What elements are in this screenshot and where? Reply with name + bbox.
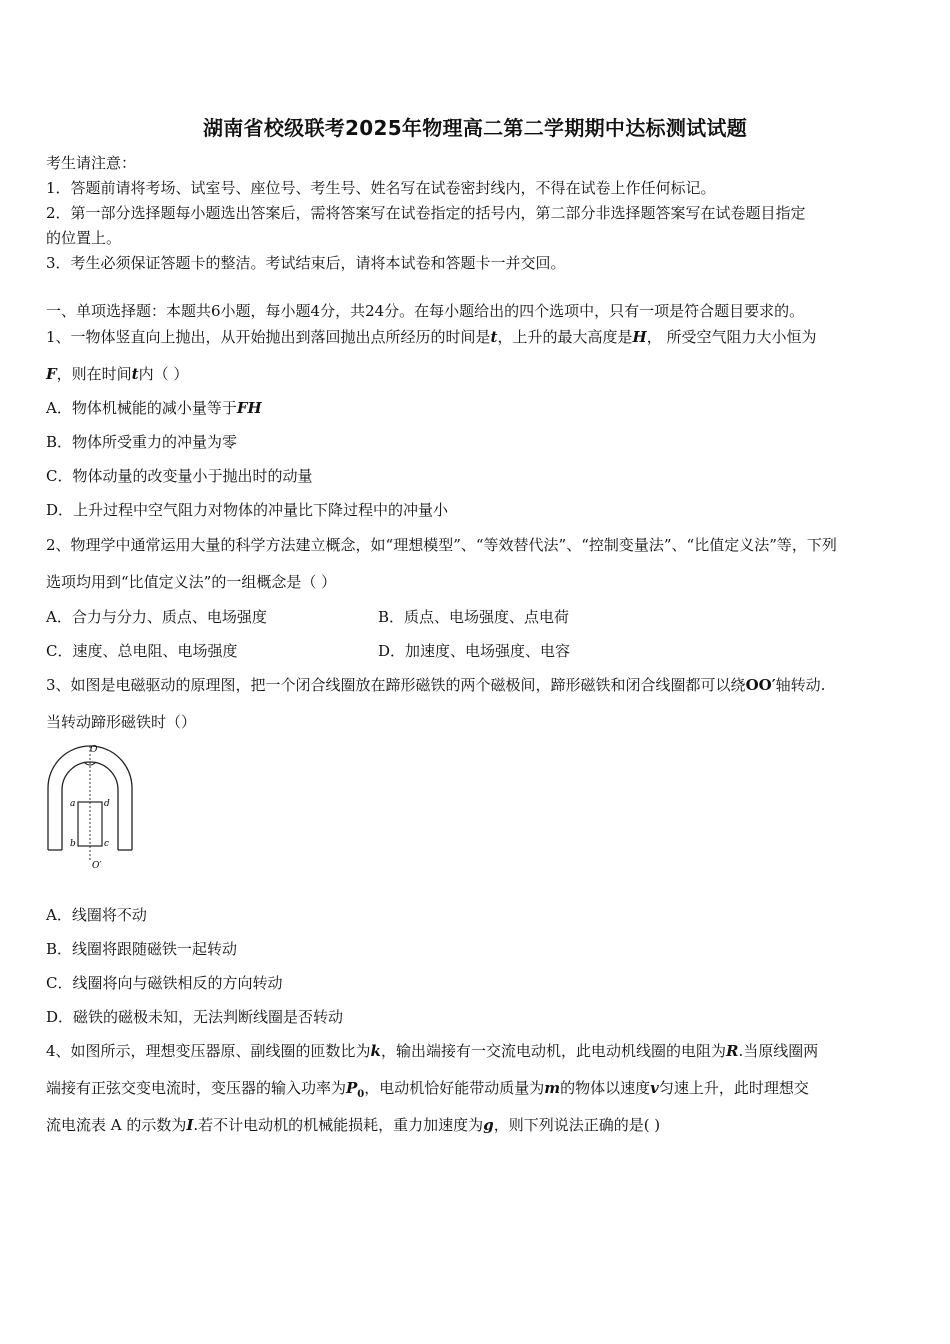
q2-stem-line1: 2、物理学中通常运用大量的科学方法建立概念，如“理想模型”、“等效替代法”、“控制变量法”、“比值定义法”等，下列 bbox=[46, 536, 837, 554]
q1-option-a-text: A．物体机械能的减小量等于 bbox=[46, 399, 237, 417]
q4-text: 端接有正弦交变电流时，变压器的输入功率为 bbox=[46, 1079, 347, 1097]
notice-item-1: 1．答题前请将考场、试室号、座位号、考生号、姓名写在试卷密封线内，不得在试卷上作任何标记。 bbox=[46, 179, 716, 197]
figure-label-d: d bbox=[104, 799, 110, 809]
q3-text: 3、如图是电磁驱动的原理图，把一个闭合线圈放在蹄形磁铁的两个磁极间，蹄形磁铁和闭合线圈都可以绕 bbox=[46, 676, 746, 694]
figure-label-b: b bbox=[70, 839, 76, 849]
q1-stem-line1 bbox=[46, 327, 816, 347]
q4-stem-line1 bbox=[46, 1041, 818, 1061]
q2-option-d: D．加速度、电场强度、电容 bbox=[378, 642, 571, 660]
q1-text: 1、一物体竖直向上抛出，从开始抛出到落回抛出点所经历的时间是 bbox=[46, 328, 491, 346]
q1-option-b: B．物体所受重力的冲量为零 bbox=[46, 433, 238, 451]
q4-var-R: R bbox=[725, 1042, 739, 1060]
notice-heading: 考生请注意： bbox=[46, 154, 137, 172]
figure-label-a: a bbox=[70, 799, 76, 809]
q4-var-m: m bbox=[544, 1079, 561, 1097]
q4-text: .若不计电动机的机械能损耗，重力加速度为 bbox=[193, 1116, 484, 1134]
q1-var-F: F bbox=[46, 365, 57, 383]
figure-label-O: O bbox=[90, 745, 98, 755]
q4-var-P: P bbox=[346, 1079, 358, 1097]
q2-option-c: C．速度、总电阻、电场强度 bbox=[46, 642, 238, 660]
q4-text: ，电动机恰好能带动质量为 bbox=[364, 1079, 545, 1097]
q1-text: ，则在时间 bbox=[56, 365, 132, 383]
q4-text: .当原线圈两 bbox=[738, 1042, 819, 1060]
q1-text: ，上升的最大高度是 bbox=[497, 328, 633, 346]
q2-option-b: B．质点、电场强度、点电荷 bbox=[378, 608, 570, 626]
q3-text: 轴转动. bbox=[775, 676, 826, 694]
q1-stem-line2 bbox=[46, 364, 188, 384]
q4-var-k: k bbox=[370, 1042, 381, 1060]
notice-item-2a: 2．第一部分选择题每小题选出答案后，需将答案写在试卷指定的括号内，第二部分非选择题答案写在试卷题目指定 bbox=[46, 204, 806, 222]
q3-axis-label: OO′ bbox=[745, 676, 776, 694]
q3-option-c: C．线圈将向与磁铁相反的方向转动 bbox=[46, 974, 283, 992]
q1-var-t: t bbox=[131, 365, 139, 383]
q1-option-a bbox=[46, 398, 262, 418]
q4-text: 的物体以速度 bbox=[560, 1079, 651, 1097]
q4-var-P-subscript: 0 bbox=[357, 1089, 365, 1100]
q1-var-FH: FH bbox=[236, 399, 262, 417]
notice-item-3: 3．考生必须保证答题卡的整洁。考试结束后，请将本试卷和答题卡一并交回。 bbox=[46, 254, 566, 272]
q4-stem-line3 bbox=[46, 1115, 660, 1135]
section-1-heading: 一、单项选择题：本题共6小题，每小题4分，共24分。在每小题给出的四个选项中，只有一项是符合题目要求的。 bbox=[46, 302, 805, 320]
q1-option-c: C．物体动量的改变量小于抛出时的动量 bbox=[46, 467, 313, 485]
q4-text: ，则下列说法正确的是( ) bbox=[493, 1116, 661, 1134]
q1-text: 内（ ） bbox=[138, 365, 189, 383]
notice-item-2b: 的位置上。 bbox=[46, 229, 122, 247]
q4-var-g: g bbox=[483, 1116, 494, 1134]
figure-label-O-prime: O′ bbox=[92, 861, 102, 870]
q3-option-a: A．线圈将不动 bbox=[46, 906, 147, 924]
q1-text: ， 所受空气阻力大小恒为 bbox=[646, 328, 817, 346]
q3-option-d: D．磁铁的磁极未知，无法判断线圈是否转动 bbox=[46, 1008, 344, 1026]
q4-stem-line2 bbox=[46, 1078, 809, 1105]
q2-stem-line2: 选项均用到“比值定义法”的一组概念是（ ） bbox=[46, 573, 337, 591]
q4-text: 匀速上升，此时理想交 bbox=[658, 1079, 809, 1097]
q3-stem-line2: 当转动蹄形磁铁时（） bbox=[46, 713, 197, 731]
q4-text: ，输出端接有一交流电动机，此电动机线圈的电阻为 bbox=[380, 1042, 726, 1060]
q4-text: 流电流表 A 的示数为 bbox=[46, 1116, 187, 1134]
horseshoe-magnet-figure bbox=[40, 740, 140, 870]
q1-var-H: H bbox=[632, 328, 647, 346]
page-title: 湖南省校级联考2025年物理高二第二学期期中达标测试试题 bbox=[202, 116, 748, 140]
q2-option-a: A．合力与分力、质点、电场强度 bbox=[46, 608, 267, 626]
q1-option-d: D．上升过程中空气阻力对物体的冲量比下降过程中的冲量小 bbox=[46, 501, 449, 519]
q4-text: 4、如图所示，理想变压器原、副线圈的匝数比为 bbox=[46, 1042, 371, 1060]
q4-var-I: I bbox=[186, 1116, 194, 1134]
q4-var-v: v bbox=[650, 1079, 659, 1097]
q1-var-t: t bbox=[490, 328, 498, 346]
figure-label-c: c bbox=[104, 839, 110, 849]
q3-stem-line1 bbox=[46, 675, 825, 695]
q3-option-b: B．线圈将跟随磁铁一起转动 bbox=[46, 940, 238, 958]
